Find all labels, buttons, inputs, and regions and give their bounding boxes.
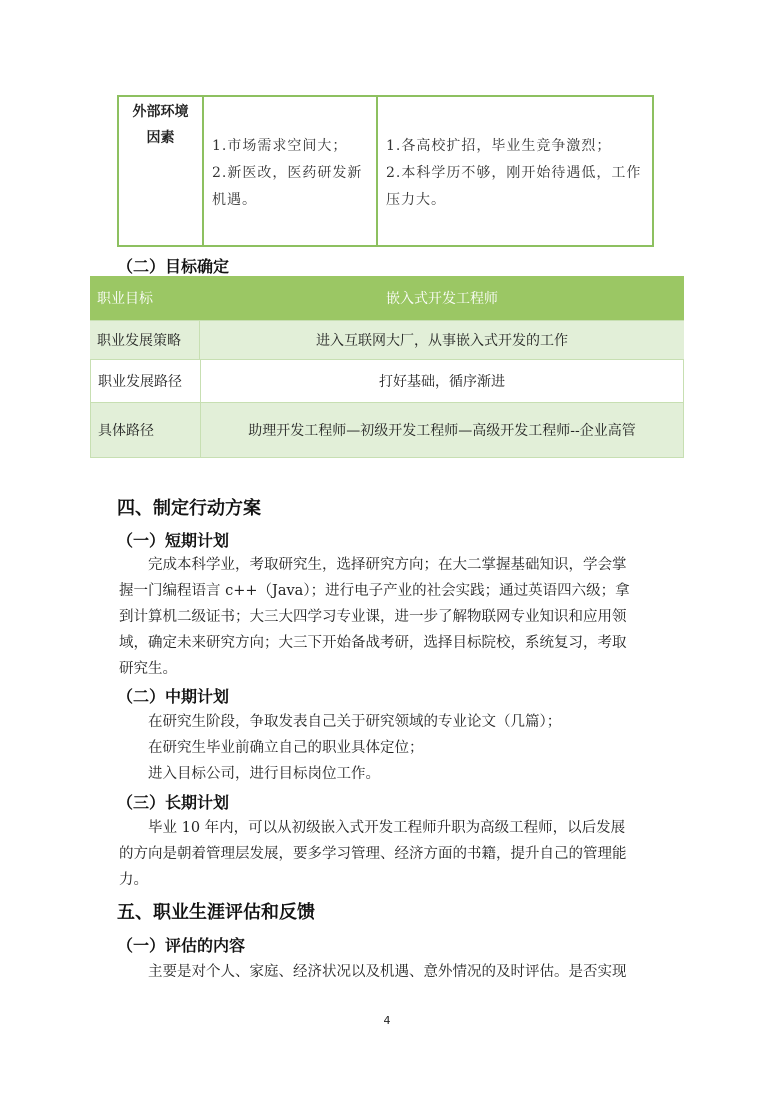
path-label: 职业发展路径 bbox=[91, 360, 201, 402]
short-term-line: 域，确定未来研究方向；大三下开始备战考研，选择目标院校，系统复习，考取 bbox=[119, 635, 627, 651]
short-term-line: 到计算机二级证书；大三大四学习专业课，进一步了解物联网专业知识和应用领 bbox=[119, 609, 627, 625]
external-factors-header bbox=[119, 97, 202, 151]
mid-term-heading: （二）中期计划 bbox=[117, 687, 230, 706]
specific-path-label: 具体路径 bbox=[91, 403, 201, 457]
threat-line: 1.各高校扩招，毕业生竞争激烈； bbox=[386, 138, 612, 154]
goal-value: 嵌入式开发工程师 bbox=[386, 291, 498, 307]
threat-line: 2.本科学历不够，刚开始待遇低，工作 bbox=[386, 165, 642, 181]
goal-table-row bbox=[90, 402, 684, 458]
specific-path-value: 助理开发工程师—初级开发工程师—高级开发工程师--企业高管 bbox=[248, 423, 636, 439]
mid-term-line: 在研究生毕业前确立自己的职业具体定位； bbox=[148, 740, 424, 756]
goal-table-header-row bbox=[90, 276, 684, 320]
section-4-heading: 四、制定行动方案 bbox=[117, 498, 261, 519]
page-number: 4 bbox=[383, 1014, 391, 1027]
opportunities-cell bbox=[204, 97, 378, 245]
long-term-heading: （三）长期计划 bbox=[117, 793, 230, 812]
short-term-heading: （一）短期计划 bbox=[117, 531, 230, 550]
goal-table-row bbox=[90, 320, 684, 360]
opportunity-line: 机遇。 bbox=[212, 192, 257, 208]
path-value: 打好基础，循序渐进 bbox=[379, 374, 505, 390]
threat-line: 压力大。 bbox=[386, 192, 446, 208]
external-factors-header-line-1: 外部环境 bbox=[132, 104, 189, 120]
strategy-value: 进入互联网大厂，从事嵌入式开发的工作 bbox=[316, 333, 568, 349]
goal-section-heading: （二）目标确定 bbox=[117, 257, 230, 276]
long-term-line: 力。 bbox=[119, 872, 148, 888]
mid-term-line: 在研究生阶段，争取发表自己关于研究领域的专业论文（几篇）； bbox=[148, 714, 562, 730]
opportunity-line: 2.新医改，医药研发新 bbox=[212, 165, 363, 181]
goal-label: 职业目标 bbox=[97, 291, 153, 307]
external-factors-table bbox=[117, 95, 654, 247]
evaluation-heading: （一）评估的内容 bbox=[117, 936, 246, 955]
external-factors-header-line-2: 因素 bbox=[146, 130, 175, 146]
threats-cell bbox=[378, 97, 652, 245]
strategy-label: 职业发展策略 bbox=[90, 321, 200, 359]
opportunity-line: 1.市场需求空间大； bbox=[212, 138, 348, 154]
goal-table-row bbox=[90, 360, 684, 402]
external-factors-header-cell bbox=[119, 97, 204, 245]
short-term-line: 研究生。 bbox=[119, 661, 177, 677]
short-term-line: 握一门编程语言 c++（Java）；进行电子产业的社会实践；通过英语四六级；拿 bbox=[119, 583, 630, 599]
long-term-line: 的方向是朝着管理层发展，要多学习管理、经济方面的书籍，提升自己的管理能 bbox=[119, 846, 627, 862]
mid-term-line: 进入目标公司，进行目标岗位工作。 bbox=[148, 766, 380, 782]
section-5-heading: 五、职业生涯评估和反馈 bbox=[117, 902, 315, 923]
short-term-line: 完成本科学业，考取研究生，选择研究方向；在大二掌握基础知识，学会掌 bbox=[148, 557, 627, 573]
long-term-line: 毕业 10 年内，可以从初级嵌入式开发工程师升职为高级工程师，以后发展 bbox=[148, 820, 626, 836]
evaluation-line: 主要是对个人、家庭、经济状况以及机遇、意外情况的及时评估。是否实现 bbox=[148, 964, 627, 980]
